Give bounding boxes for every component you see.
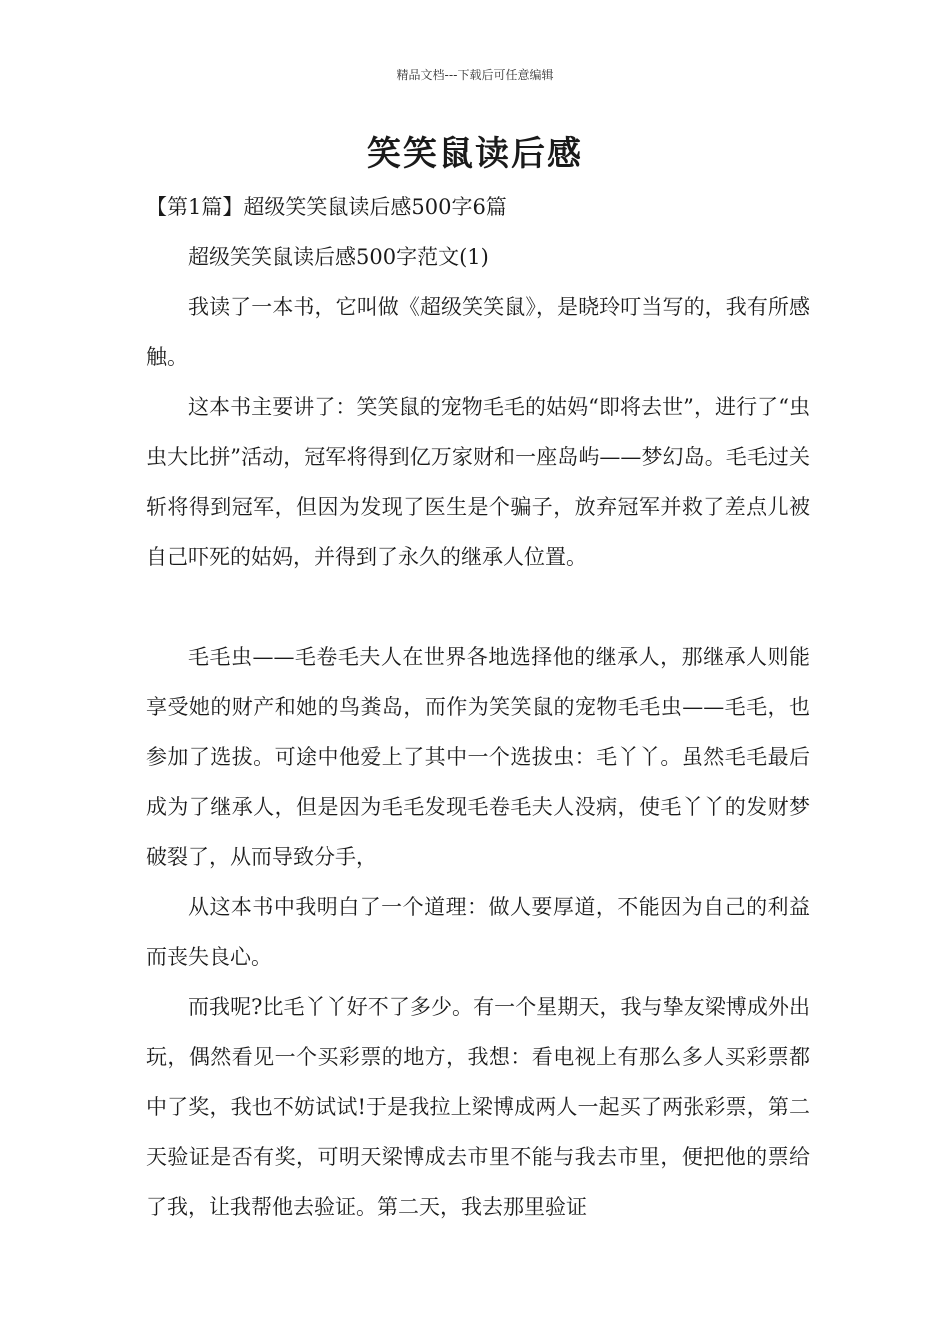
blank-line bbox=[146, 582, 810, 632]
paragraph: 从这本书中我明白了一个道理：做人要厚道，不能因为自己的利益而丧失良心。 bbox=[146, 895, 810, 969]
paragraph-subtitle: 超级笑笑鼠读后感500字范文(1) bbox=[188, 245, 489, 269]
document-body bbox=[146, 182, 810, 1232]
header-note: 精品文档---下载后可任意编辑 bbox=[396, 68, 554, 82]
paragraph: 而我呢?比毛丫丫好不了多少。有一个星期天，我与挚友梁博成外出玩，偶然看见一个买彩票的地方，我想：看电视上有那么多人买彩票都中了奖，我也不妨试试!于是我拉上梁博成两人一起买了两张彩票，第二天验证是否有奖，可明天梁博成去市里不能与我去市里，便把他的票给了我，让我帮他去验证。第二天，我去那里验证 bbox=[146, 995, 810, 1219]
paragraph: 毛毛虫——毛卷毛夫人在世界各地选择他的继承人，那继承人则能享受她的财产和她的鸟粪岛，而作为笑笑鼠的宠物毛毛虫——毛毛，也参加了选拔。可途中他爱上了其中一个选拔虫：毛丫丫。虽然毛毛最后成为了继承人，但是因为毛毛发现毛卷毛夫人没病，使毛丫丫的发财梦破裂了，从而导致分手， bbox=[146, 645, 810, 869]
chapter-heading: 【第1篇】超级笑笑鼠读后感500字6篇 bbox=[146, 195, 507, 219]
document-title: 笑笑鼠读后感 bbox=[367, 134, 583, 174]
paragraph: 我读了一本书，它叫做《超级笑笑鼠》，是晓玲叮当写的，我有所感触。 bbox=[146, 295, 810, 369]
paragraph: 这本书主要讲了：笑笑鼠的宠物毛毛的姑妈“即将去世”，进行了“虫虫大比拼”活动，冠军将得到亿万家财和一座岛屿——梦幻岛。毛毛过关斩将得到冠军，但因为发现了医生是个骗子，放弃冠军并救了差点儿被自己吓死的姑妈，并得到了永久的继承人位置。 bbox=[146, 395, 810, 569]
